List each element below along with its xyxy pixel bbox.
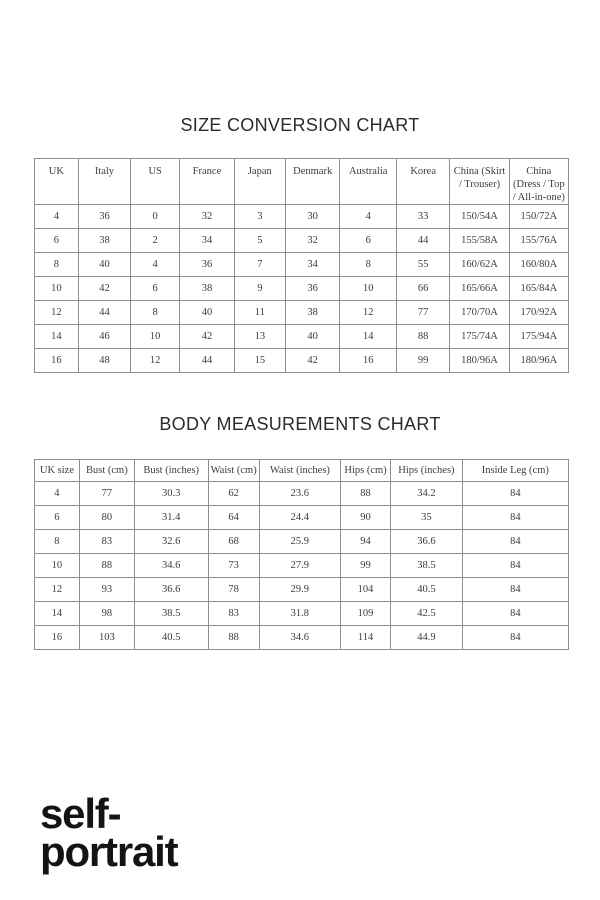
- table-cell: 94: [340, 530, 390, 554]
- table-cell: 14: [340, 325, 397, 349]
- table-cell: 38.5: [134, 602, 208, 626]
- table-cell: 80: [79, 506, 134, 530]
- table-cell: 8: [340, 253, 397, 277]
- table-cell: 31.8: [259, 602, 340, 626]
- column-header: Waist (inches): [259, 460, 340, 482]
- table-cell: 32: [285, 229, 339, 253]
- table-cell: 2: [131, 229, 180, 253]
- table-cell: 6: [340, 229, 397, 253]
- table-cell: 16: [35, 626, 80, 650]
- table-cell: 155/58A: [450, 229, 509, 253]
- table-cell: 4: [131, 253, 180, 277]
- table-cell: 30: [285, 205, 339, 229]
- column-header: US: [131, 159, 180, 205]
- table-cell: 11: [234, 301, 285, 325]
- table-cell: 68: [208, 530, 259, 554]
- table-cell: 88: [340, 482, 390, 506]
- table-cell: 99: [396, 349, 449, 373]
- table-cell: 44: [180, 349, 234, 373]
- table-row: [35, 578, 569, 602]
- table-cell: 36: [78, 205, 130, 229]
- table-cell: 34.6: [134, 554, 208, 578]
- column-header: Australia: [340, 159, 397, 205]
- table-cell: 150/72A: [509, 205, 568, 229]
- column-header: Korea: [396, 159, 449, 205]
- brand-logo-line1: self-: [40, 790, 121, 837]
- table-row: [35, 253, 569, 277]
- table-row: [35, 602, 569, 626]
- table-cell: 34.6: [259, 626, 340, 650]
- brand-logo-line2: portrait: [40, 828, 178, 875]
- table-cell: 38.5: [391, 554, 463, 578]
- column-header: Bust (inches): [134, 460, 208, 482]
- table-cell: 42: [78, 277, 130, 301]
- table-cell: 31.4: [134, 506, 208, 530]
- size-conversion-table: [34, 158, 569, 373]
- table-cell: 98: [79, 602, 134, 626]
- table-cell: 35: [391, 506, 463, 530]
- table-cell: 27.9: [259, 554, 340, 578]
- table-cell: 175/74A: [450, 325, 509, 349]
- header-row: [35, 460, 569, 482]
- table-cell: 29.9: [259, 578, 340, 602]
- table-cell: 10: [131, 325, 180, 349]
- table-cell: 10: [340, 277, 397, 301]
- table-cell: 15: [234, 349, 285, 373]
- column-header: UK: [35, 159, 79, 205]
- column-header: France: [180, 159, 234, 205]
- table-cell: 16: [340, 349, 397, 373]
- table-cell: 38: [180, 277, 234, 301]
- table-cell: 9: [234, 277, 285, 301]
- column-header: Hips (inches): [391, 460, 463, 482]
- table-cell: 42.5: [391, 602, 463, 626]
- table-cell: 88: [208, 626, 259, 650]
- table-cell: 84: [462, 530, 568, 554]
- table-cell: 83: [79, 530, 134, 554]
- table-cell: 12: [35, 301, 79, 325]
- table-cell: 36.6: [391, 530, 463, 554]
- column-header: Japan: [234, 159, 285, 205]
- column-header: China (Skirt / Trouser): [450, 159, 509, 205]
- table-row: [35, 506, 569, 530]
- table-row: [35, 277, 569, 301]
- table-cell: 84: [462, 626, 568, 650]
- table-cell: 5: [234, 229, 285, 253]
- table-cell: 114: [340, 626, 390, 650]
- table-cell: 66: [396, 277, 449, 301]
- body-measurements-table: [34, 459, 569, 650]
- column-header: Inside Leg (cm): [462, 460, 568, 482]
- table-cell: 155/76A: [509, 229, 568, 253]
- table-cell: 160/80A: [509, 253, 568, 277]
- body-measurements-title: BODY MEASUREMENTS CHART: [159, 414, 441, 434]
- table-cell: 13: [234, 325, 285, 349]
- table-cell: 42: [285, 349, 339, 373]
- table-cell: 3: [234, 205, 285, 229]
- table-cell: 12: [131, 349, 180, 373]
- table-cell: 109: [340, 602, 390, 626]
- table-cell: 23.6: [259, 482, 340, 506]
- table-cell: 103: [79, 626, 134, 650]
- column-header: UK size: [35, 460, 80, 482]
- table-cell: 165/84A: [509, 277, 568, 301]
- table-cell: 84: [462, 482, 568, 506]
- table-cell: 10: [35, 554, 80, 578]
- table-cell: 40: [78, 253, 130, 277]
- table-cell: 25.9: [259, 530, 340, 554]
- table-cell: 36: [180, 253, 234, 277]
- table-cell: 7: [234, 253, 285, 277]
- table-cell: 64: [208, 506, 259, 530]
- table-cell: 32.6: [134, 530, 208, 554]
- table-row: [35, 349, 569, 373]
- table-cell: 38: [285, 301, 339, 325]
- table-cell: 93: [79, 578, 134, 602]
- table-cell: 38: [78, 229, 130, 253]
- column-header: Hips (cm): [340, 460, 390, 482]
- table-cell: 84: [462, 506, 568, 530]
- table-cell: 99: [340, 554, 390, 578]
- table-cell: 6: [35, 229, 79, 253]
- table-cell: 40.5: [134, 626, 208, 650]
- table-cell: 8: [131, 301, 180, 325]
- table-cell: 77: [396, 301, 449, 325]
- header-row: [35, 159, 569, 205]
- table-row: [35, 482, 569, 506]
- table-cell: 44: [396, 229, 449, 253]
- table-cell: 84: [462, 554, 568, 578]
- column-header: Waist (cm): [208, 460, 259, 482]
- table-cell: 78: [208, 578, 259, 602]
- table-cell: 48: [78, 349, 130, 373]
- table-cell: 165/66A: [450, 277, 509, 301]
- table-row: [35, 626, 569, 650]
- table-cell: 40: [180, 301, 234, 325]
- table-cell: 160/62A: [450, 253, 509, 277]
- table-cell: 104: [340, 578, 390, 602]
- column-header: Denmark: [285, 159, 339, 205]
- table-row: [35, 325, 569, 349]
- table-cell: 14: [35, 325, 79, 349]
- table-cell: 170/92A: [509, 301, 568, 325]
- column-header: Italy: [78, 159, 130, 205]
- table-cell: 33: [396, 205, 449, 229]
- table-cell: 8: [35, 253, 79, 277]
- table-row: [35, 229, 569, 253]
- table-cell: 32: [180, 205, 234, 229]
- table-cell: 77: [79, 482, 134, 506]
- size-conversion-title: SIZE CONVERSION CHART: [180, 115, 420, 135]
- table-cell: 6: [35, 506, 80, 530]
- table-cell: 12: [340, 301, 397, 325]
- table-cell: 36: [285, 277, 339, 301]
- table-cell: 6: [131, 277, 180, 301]
- table-cell: 36.6: [134, 578, 208, 602]
- table-cell: 84: [462, 602, 568, 626]
- table-cell: 175/94A: [509, 325, 568, 349]
- table-row: [35, 301, 569, 325]
- table-cell: 84: [462, 578, 568, 602]
- table-row: [35, 530, 569, 554]
- table-cell: 4: [35, 482, 80, 506]
- table-cell: 14: [35, 602, 80, 626]
- table-cell: 34: [180, 229, 234, 253]
- table-row: [35, 554, 569, 578]
- table-cell: 10: [35, 277, 79, 301]
- table-cell: 34: [285, 253, 339, 277]
- table-cell: 150/54A: [450, 205, 509, 229]
- table-cell: 83: [208, 602, 259, 626]
- table-row: [35, 205, 569, 229]
- table-cell: 73: [208, 554, 259, 578]
- column-header: Bust (cm): [79, 460, 134, 482]
- brand-logo: [40, 790, 600, 875]
- table-cell: 0: [131, 205, 180, 229]
- table-cell: 170/70A: [450, 301, 509, 325]
- table-cell: 42: [180, 325, 234, 349]
- table-cell: 4: [340, 205, 397, 229]
- table-cell: 90: [340, 506, 390, 530]
- table-cell: 44: [78, 301, 130, 325]
- table-cell: 16: [35, 349, 79, 373]
- table-cell: 88: [79, 554, 134, 578]
- table-cell: 44.9: [391, 626, 463, 650]
- table-cell: 4: [35, 205, 79, 229]
- table-cell: 30.3: [134, 482, 208, 506]
- table-cell: 62: [208, 482, 259, 506]
- table-cell: 40: [285, 325, 339, 349]
- table-cell: 55: [396, 253, 449, 277]
- table-cell: 12: [35, 578, 80, 602]
- table-cell: 24.4: [259, 506, 340, 530]
- table-cell: 46: [78, 325, 130, 349]
- table-cell: 180/96A: [450, 349, 509, 373]
- table-cell: 40.5: [391, 578, 463, 602]
- table-cell: 88: [396, 325, 449, 349]
- table-cell: 180/96A: [509, 349, 568, 373]
- table-cell: 8: [35, 530, 80, 554]
- table-cell: 34.2: [391, 482, 463, 506]
- column-header: China (Dress / Top / All-in-one): [509, 159, 568, 205]
